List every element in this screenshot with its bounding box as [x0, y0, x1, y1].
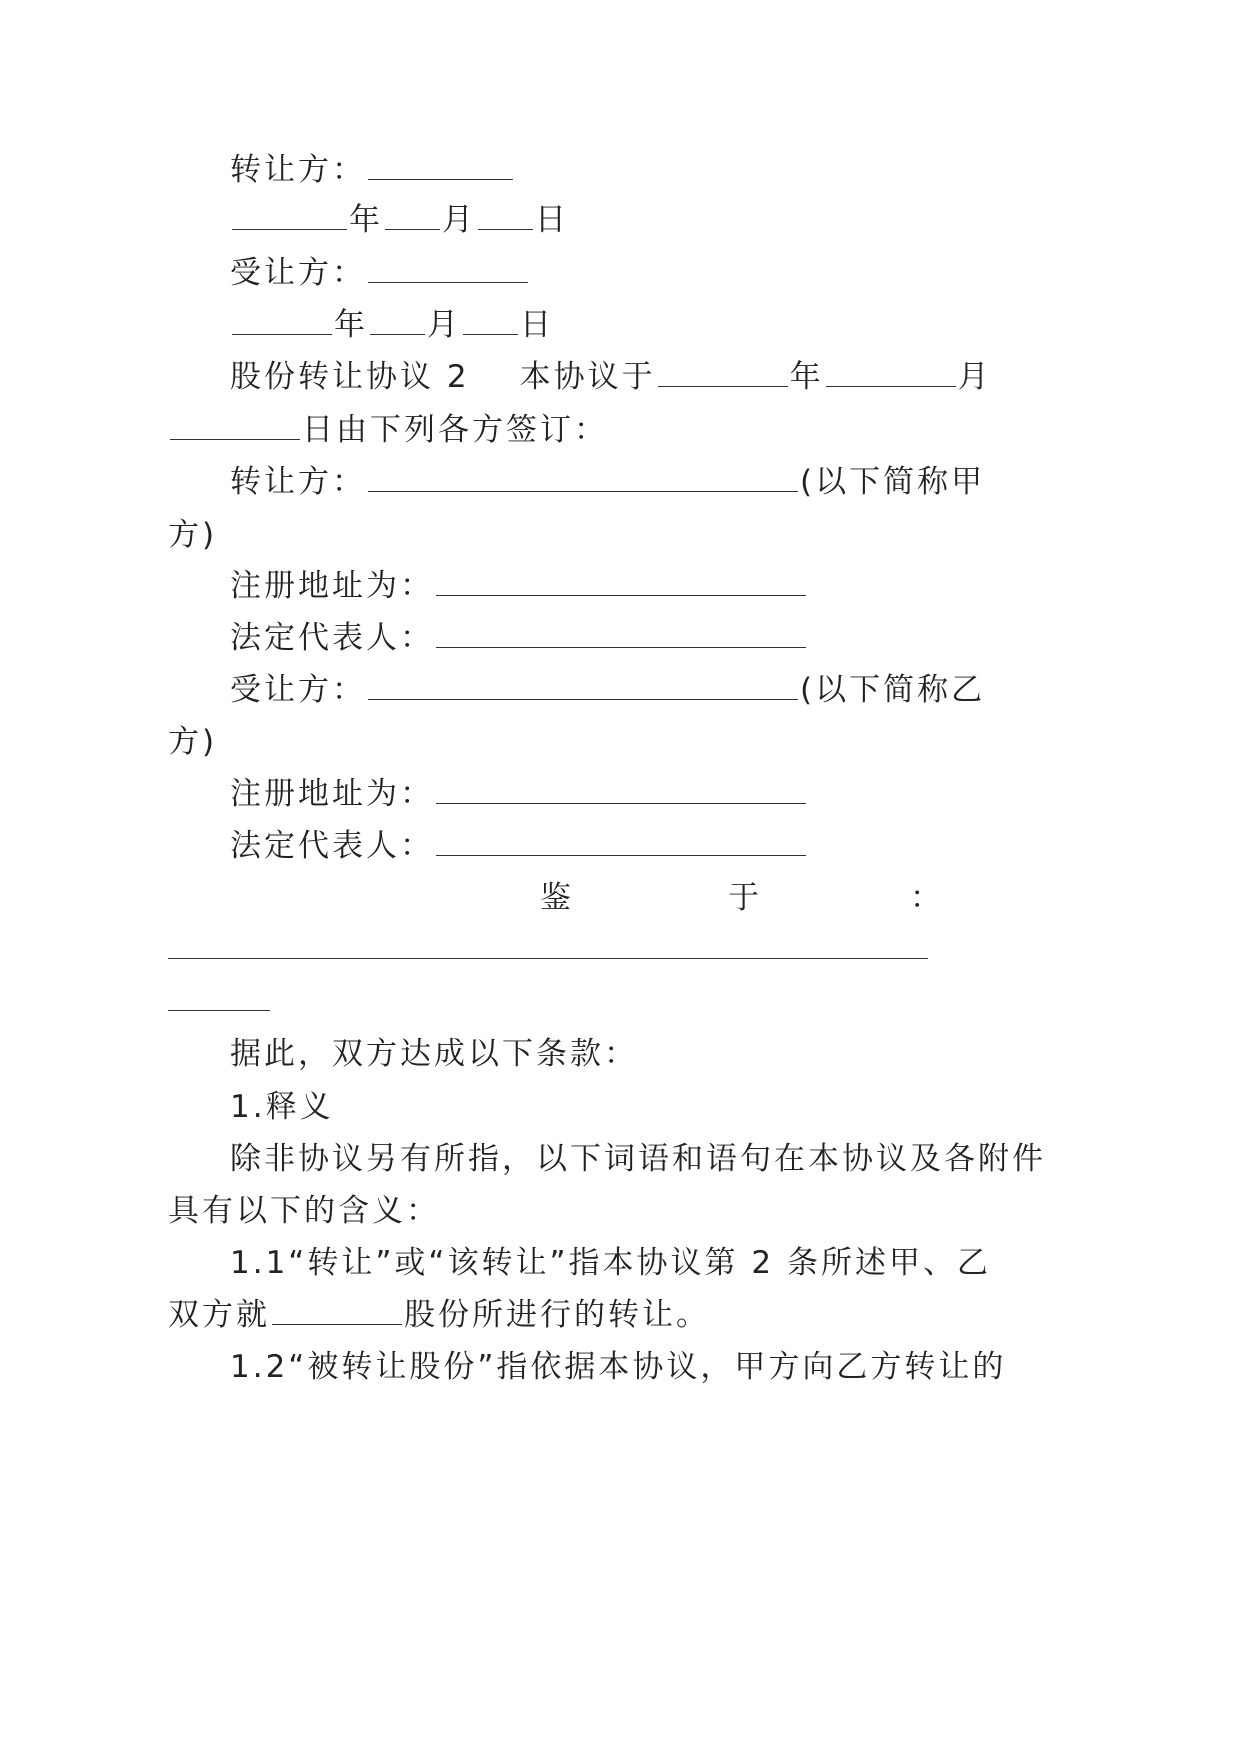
address-line-a [230, 566, 808, 606]
year-label: 年 [334, 307, 368, 343]
transferee-label: 受让方： [230, 672, 366, 708]
transferor-line-2 [230, 462, 985, 502]
transferor-line-1 [230, 150, 515, 190]
blank-month[interactable] [385, 203, 440, 230]
transferee-line-2 [230, 670, 985, 710]
whereas-char-2: 于 [728, 880, 762, 916]
blank-field[interactable] [436, 777, 806, 804]
year-label: 年 [789, 359, 824, 395]
rep-line-a [230, 618, 808, 658]
transferee-label: 受让方： [230, 255, 366, 291]
section-1-heading: 1.释义 [230, 1089, 334, 1125]
blank-field[interactable] [436, 569, 806, 596]
blank-field[interactable] [436, 829, 806, 856]
definitions-intro: 除非协议另有所指，以下词语和语句在本协议及各附件 [230, 1141, 1046, 1177]
whereas-blank-line-1[interactable] [168, 958, 928, 959]
clause-1-2: 1.2“被转让股份”指依据本协议，甲方向乙方转让的 [230, 1349, 1007, 1385]
blank-year[interactable] [658, 360, 788, 387]
blank-month[interactable] [370, 308, 425, 335]
whereas-blank-line-2[interactable] [168, 1010, 270, 1011]
blank-day[interactable] [478, 203, 533, 230]
blank-day[interactable] [170, 413, 300, 440]
blank-field[interactable] [436, 621, 806, 648]
rep-line-b [230, 826, 808, 866]
blank-field[interactable] [368, 465, 798, 492]
blank-field[interactable] [368, 153, 513, 180]
blank-year[interactable] [232, 203, 347, 230]
transferor-label: 转让方： [230, 464, 366, 500]
address-line-b [230, 774, 808, 814]
clause-1-1: 1.1“转让”或“该转让”指本协议第 2 条所述甲、乙 [230, 1245, 991, 1281]
party-a-note-end: 方) [168, 517, 218, 553]
agreement-heading-line [230, 357, 992, 397]
signing-text: 日由下列各方签订： [302, 412, 608, 448]
year-label: 年 [349, 202, 383, 238]
signing-line [168, 410, 608, 450]
blank-field[interactable] [368, 673, 798, 700]
month-label: 月 [957, 359, 992, 395]
legal-rep-label: 法定代表人： [230, 828, 434, 864]
party-b-note-end: 方) [168, 724, 218, 760]
transferee-line-1 [230, 253, 530, 293]
month-label: 月 [442, 202, 476, 238]
blank-month[interactable] [826, 360, 956, 387]
date-line-1 [230, 200, 569, 240]
date-line-2 [230, 305, 554, 345]
agreement-intro: 本协议于 [519, 359, 656, 395]
clause-text: 双方就 [168, 1297, 270, 1333]
definitions-intro-cont: 具有以下的含义： [168, 1193, 440, 1229]
blank-day[interactable] [463, 308, 518, 335]
transferor-label: 转让方： [230, 152, 366, 188]
legal-rep-label: 法定代表人： [230, 620, 434, 656]
address-label: 注册地址为： [230, 776, 434, 812]
party-a-note: (以下简称甲 [800, 464, 986, 500]
whereas-char-1: 鉴 [540, 880, 574, 916]
blank-year[interactable] [232, 308, 332, 335]
party-b-note: (以下简称乙 [800, 672, 986, 708]
day-label: 日 [535, 202, 569, 238]
address-label: 注册地址为： [230, 568, 434, 604]
whereas-colon: ： [910, 880, 944, 916]
blank-field[interactable] [272, 1298, 402, 1325]
blank-field[interactable] [368, 256, 528, 283]
month-label: 月 [427, 307, 461, 343]
clause-1-1-cont [168, 1295, 710, 1335]
day-label: 日 [520, 307, 554, 343]
accordingly-line: 据此，双方达成以下条款： [230, 1036, 638, 1072]
clause-text: 股份所进行的转让。 [404, 1297, 710, 1333]
agreement-title: 股份转让协议 2 [230, 359, 470, 395]
